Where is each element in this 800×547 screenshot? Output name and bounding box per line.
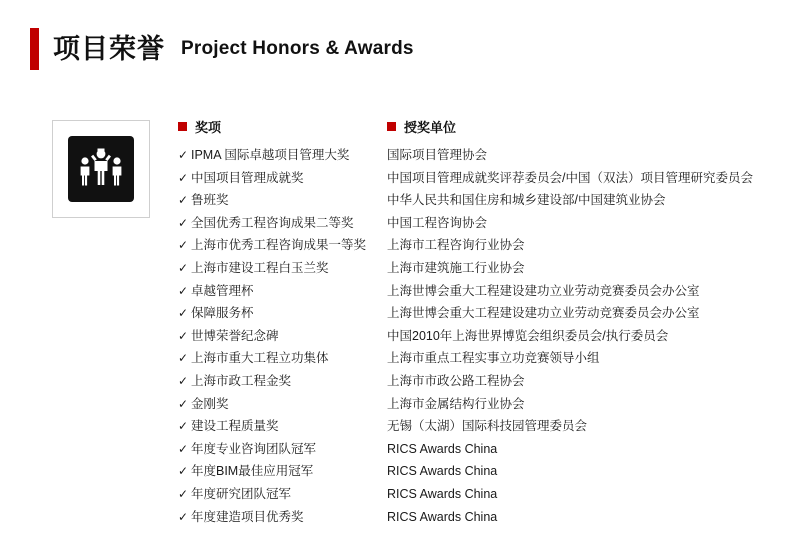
check-icon: ✓ [178, 464, 189, 479]
header-square-icon [387, 122, 396, 131]
header-square-icon [178, 122, 187, 131]
award-cell [178, 419, 387, 435]
page-title [30, 28, 414, 70]
check-icon: ✓ [178, 193, 189, 208]
column-header-organization-label: 授奖单位 [404, 120, 457, 135]
award-label: 鲁班奖 [191, 193, 229, 208]
organization-cell: 上海市工程咨询行业协会 [387, 238, 525, 253]
award-label: 年度BIM最佳应用冠军 [191, 464, 314, 479]
award-label: 保障服务杯 [191, 306, 254, 321]
table-row [178, 216, 778, 239]
organization-cell: 中国2010年上海世界博览会组织委员会/执行委员会 [387, 328, 669, 343]
check-icon: ✓ [178, 283, 189, 298]
award-icon-frame [52, 120, 150, 218]
table-row [178, 261, 778, 284]
table-row [178, 329, 778, 352]
organization-cell: 上海市金属结构行业协会 [387, 396, 525, 411]
organization-cell: 上海世博会重大工程建设建功立业劳动竞赛委员会办公室 [387, 306, 700, 321]
organization-cell: 无锡（太湖）国际科技园管理委员会 [387, 419, 588, 434]
table-row [178, 171, 778, 194]
organization-cell: 中国项目管理成就奖评荐委员会/中国（双法）项目管理研究委员会 [387, 170, 753, 185]
table-row [178, 510, 778, 533]
award-label: 年度研究团队冠军 [191, 486, 292, 501]
table-row [178, 351, 778, 374]
check-icon: ✓ [178, 441, 189, 456]
organization-cell: 上海市建筑施工行业协会 [387, 260, 525, 275]
award-cell [178, 284, 387, 300]
check-icon: ✓ [178, 509, 189, 524]
table-row [178, 464, 778, 487]
table-row [178, 306, 778, 329]
organization-cell: 上海市市政公路工程协会 [387, 373, 525, 388]
organization-cell: 中国工程咨询协会 [387, 215, 488, 230]
table-row [178, 487, 778, 510]
organization-cell: 上海世博会重大工程建设建功立业劳动竞赛委员会办公室 [387, 283, 700, 298]
check-icon: ✓ [178, 215, 189, 230]
column-header-award-label: 奖项 [195, 120, 222, 135]
award-label: 金刚奖 [191, 396, 229, 411]
awards-table [178, 148, 778, 532]
column-header-award [178, 117, 221, 136]
award-cell [178, 171, 387, 187]
award-label: 上海市建设工程白玉兰奖 [191, 260, 329, 275]
award-cell [178, 238, 387, 254]
check-icon: ✓ [178, 396, 189, 411]
award-cell [178, 487, 387, 503]
award-label: 建设工程质量奖 [191, 419, 279, 434]
award-cell [178, 351, 387, 367]
check-icon: ✓ [178, 373, 189, 388]
organization-cell: RICS Awards China [387, 486, 498, 501]
award-cell [178, 374, 387, 390]
table-row [178, 442, 778, 465]
award-label: 世博荣誉纪念碑 [191, 328, 279, 343]
award-cell [178, 216, 387, 232]
check-icon: ✓ [178, 148, 189, 162]
award-cell [178, 464, 387, 480]
award-cell [178, 329, 387, 345]
table-row [178, 419, 778, 442]
check-icon: ✓ [178, 238, 189, 253]
table-row [178, 284, 778, 307]
award-label: IPMA 国际卓越项目管理大奖 [191, 148, 350, 162]
award-label: 年度建造项目优秀奖 [191, 509, 304, 524]
page-title-en: Project Honors & Awards [181, 38, 414, 59]
organization-cell: RICS Awards China [387, 441, 498, 456]
organization-cell: RICS Awards China [387, 509, 498, 524]
organization-cell: 国际项目管理协会 [387, 148, 488, 162]
award-cell [178, 193, 387, 209]
award-cell [178, 306, 387, 322]
check-icon: ✓ [178, 260, 189, 275]
table-row [178, 148, 778, 171]
organization-cell: RICS Awards China [387, 464, 498, 479]
column-header-organization [387, 117, 456, 136]
organization-cell: 上海市重点工程实事立功竞赛领导小组 [387, 351, 600, 366]
award-cell [178, 397, 387, 413]
check-icon: ✓ [178, 170, 189, 185]
award-label: 中国项目管理成就奖 [191, 170, 304, 185]
table-row [178, 374, 778, 397]
award-label: 卓越管理杯 [191, 283, 254, 298]
award-cell [178, 510, 387, 526]
check-icon: ✓ [178, 306, 189, 321]
title-accent-bar [30, 28, 39, 70]
page-title-cn: 项目荣誉 [53, 33, 165, 64]
award-cell [178, 261, 387, 277]
check-icon: ✓ [178, 351, 189, 366]
award-label: 年度专业咨询团队冠军 [191, 441, 317, 456]
award-label: 全国优秀工程咨询成果二等奖 [191, 215, 354, 230]
check-icon: ✓ [178, 419, 189, 434]
award-label: 上海市政工程金奖 [191, 373, 292, 388]
table-row [178, 397, 778, 420]
check-icon: ✓ [178, 328, 189, 343]
table-row [178, 238, 778, 261]
check-icon: ✓ [178, 486, 189, 501]
award-cell [178, 148, 387, 164]
award-label: 上海市重大工程立功集体 [191, 351, 329, 366]
team-award-icon [68, 136, 134, 202]
organization-cell: 中华人民共和国住房和城乡建设部/中国建筑业协会 [387, 193, 666, 208]
award-label: 上海市优秀工程咨询成果一等奖 [191, 238, 367, 253]
table-row [178, 193, 778, 216]
award-cell [178, 442, 387, 458]
